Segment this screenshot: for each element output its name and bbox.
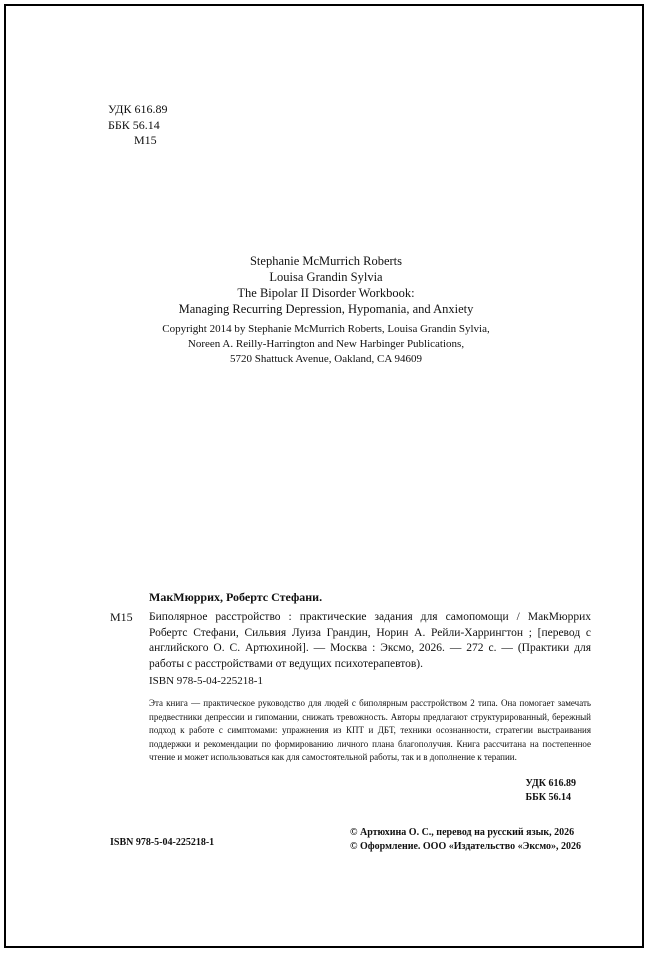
catalog-heading: МакМюррих, Робертс Стефани. (149, 590, 323, 604)
original-title-line-1: The Bipolar II Disorder Workbook: (237, 286, 415, 300)
original-title-line-2: Managing Recurring Depression, Hypomania, and Anxiety (178, 301, 474, 316)
catalog-description: Биполярное расстройство : практические задания для самопомощи / МакМюррих Робертс Стефани, Сильвия Луиза Грандин, Норин А. Рейли-Харрингтон ; [перевод с английского О. С. Артюхиной]. — Москва : Эксмо, 2026. — 272 с. — (Практики для работы с расстройствами от ведущих психотерапевтов). (149, 611, 591, 670)
copyright-translation: © Артюхина О. С., перевод на русский язык, 2026 (350, 827, 575, 838)
copyright-line-3: 5720 Shattuck Avenue, Oakland, CA 94609 (230, 353, 422, 365)
original-author-1: Stephanie McMurrich Roberts (249, 254, 403, 268)
original-title (6, 286, 646, 317)
imprint-page (4, 4, 644, 948)
original-copyright (6, 322, 646, 367)
original-author-2: Louisa Grandin Sylvia (269, 270, 383, 284)
copyright-line-2: Noreen A. Reilly-Harrington and New Harbinger Publications, (187, 338, 465, 350)
footer-isbn: ISBN 978-5-04-225218-1 (110, 837, 215, 848)
author-mark: М15 (134, 133, 157, 147)
footer-bbk: ББК 56.14 (525, 792, 572, 803)
original-authors (6, 253, 646, 285)
udk-code: УДК 616.89 (108, 102, 168, 116)
classification-codes-bottom (526, 777, 576, 805)
book-annotation: Эта книга — практическое руководство для людей с биполярным расстройством 2 типа. Она помогает замечать предвестники депрессии и гипомании, снижать тревожность. Авторы предлагают структурированный, бережный подход к работе с симптомами: упражнения из КПТ и ДБТ, техники осознанности, стратегии выстраивания поддержки и рекомендации по формированию личного плана благополучия. Книга рассчитана на постепенное чтение и может использоваться как для самостоятельной работы, так и в дополнение к терапии. (149, 698, 591, 762)
bbk-code: ББК 56.14 (108, 117, 160, 132)
copyright-design: © Оформление. ООО «Издательство «Эксмо», 2026 (350, 841, 581, 852)
catalog-isbn: ISBN 978-5-04-225218-1 (149, 675, 263, 687)
catalog-author-mark: М15 (110, 610, 133, 624)
copyright-line-1: Copyright 2014 by Stephanie McMurrich Roberts, Louisa Grandin Sylvia, (162, 323, 490, 335)
footer-udk: УДК 616.89 (525, 778, 576, 789)
footer-copyrights (350, 826, 581, 854)
classification-codes-top (108, 102, 167, 149)
